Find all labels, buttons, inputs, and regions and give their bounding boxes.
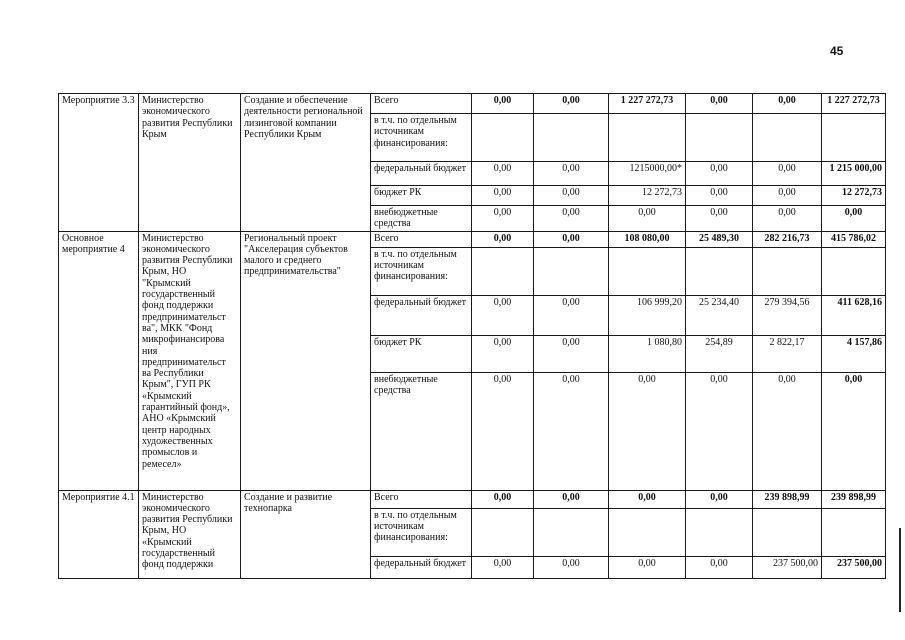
source-label: Всего [371, 231, 472, 247]
source-label: в т.ч. по отдельным источникам финансирования: [371, 247, 472, 295]
source-label: внебюджетные средства [371, 206, 472, 232]
value-cell: 411 628,16 [822, 295, 886, 335]
value-cell: 0,00 [534, 335, 609, 372]
value-cell: 0,00 [534, 162, 609, 186]
value-cell: 0,00 [822, 372, 886, 490]
value-cell: 1215000,00* [609, 162, 686, 186]
value-cell: 0,00 [753, 94, 822, 114]
value-cell: 254,89 [686, 335, 753, 372]
value-cell: 0,00 [822, 206, 886, 232]
value-cell: 282 216,73 [753, 231, 822, 247]
source-label: в т.ч. по отдельным источникам финансирования: [371, 508, 472, 556]
value-cell: 237 500,00 [822, 556, 886, 578]
value-cell: 0,00 [753, 162, 822, 186]
table-row [59, 231, 886, 247]
table-row [59, 94, 886, 114]
value-cell: 0,00 [686, 162, 753, 186]
event-name-cell: Региональный проект "Акселерация субъектов малого и среднего предпринимательства" [241, 231, 371, 490]
executor-cell: Министерство экономического развития Республики Крым [139, 94, 241, 232]
value-cell: 0,00 [686, 372, 753, 490]
scan-edge-mark [899, 528, 901, 612]
value-cell: 0,00 [609, 556, 686, 578]
value-cell: 108 080,00 [609, 231, 686, 247]
value-cell: 0,00 [534, 94, 609, 114]
executor-cell: Министерство экономического развития Республики Крым, НО "Крымский государственный фонд поддержки предпринимательст ва", МКК "Фонд микрофинансирова ния предпринимательст ва Республики Крым", ГУП РК «Крымский гарантийный фонд», АНО «Крымский центр народных художественных промыслов и ремесел» [139, 231, 241, 490]
value-cell: 279 394,56 [753, 295, 822, 335]
value-cell: 0,00 [686, 186, 753, 206]
value-cell: 12 272,73 [609, 186, 686, 206]
value-cell: 0,00 [686, 94, 753, 114]
value-cell: 0,00 [753, 372, 822, 490]
source-label: Всего [371, 94, 472, 114]
value-cell: 0,00 [753, 206, 822, 232]
value-cell: 1 080,80 [609, 335, 686, 372]
event-name-cell: Создание и обеспечение деятельности региональной лизинговой компании Республики Крым [241, 94, 371, 232]
value-cell: 2 822,17 [753, 335, 822, 372]
source-label: Всего [371, 490, 472, 508]
source-label: бюджет РК [371, 335, 472, 372]
value-cell: 0,00 [534, 372, 609, 490]
value-cell: 1 215 000,00 [822, 162, 886, 186]
value-cell: 0,00 [686, 490, 753, 508]
value-cell: 1 227 272,73 [609, 94, 686, 114]
value-cell: 239 898,99 [753, 490, 822, 508]
page-number: 45 [830, 44, 844, 58]
value-cell: 0,00 [534, 206, 609, 232]
event-cell: Мероприятие 3.3 [59, 94, 139, 232]
value-cell: 1 227 272,73 [822, 94, 886, 114]
table-row [59, 490, 886, 508]
source-label: федеральный бюджет [371, 295, 472, 335]
value-cell: 0,00 [534, 231, 609, 247]
value-cell: 0,00 [472, 490, 534, 508]
event-name-cell: Создание и развитие технопарка [241, 490, 371, 578]
value-cell: 0,00 [609, 372, 686, 490]
value-cell: 239 898,99 [822, 490, 886, 508]
value-cell: 237 500,00 [753, 556, 822, 578]
value-cell: 0,00 [472, 335, 534, 372]
value-cell: 106 999,20 [609, 295, 686, 335]
source-label: в т.ч. по отдельным источникам финансирования: [371, 114, 472, 162]
value-cell: 0,00 [753, 186, 822, 206]
source-label: бюджет РК [371, 186, 472, 206]
value-cell: 0,00 [472, 556, 534, 578]
value-cell: 0,00 [534, 186, 609, 206]
value-cell: 0,00 [534, 556, 609, 578]
value-cell: 12 272,73 [822, 186, 886, 206]
value-cell: 4 157,86 [822, 335, 886, 372]
value-cell: 0,00 [534, 490, 609, 508]
value-cell: 25 234,40 [686, 295, 753, 335]
value-cell: 0,00 [534, 295, 609, 335]
value-cell: 25 489,30 [686, 231, 753, 247]
value-cell: 0,00 [472, 94, 534, 114]
source-label: федеральный бюджет [371, 556, 472, 578]
event-cell: Мероприятие 4.1 [59, 490, 139, 578]
value-cell: 0,00 [472, 206, 534, 232]
source-label: внебюджетные средства [371, 372, 472, 490]
value-cell: 0,00 [609, 206, 686, 232]
value-cell: 0,00 [686, 556, 753, 578]
source-label: федеральный бюджет [371, 162, 472, 186]
value-cell: 0,00 [472, 162, 534, 186]
value-cell: 0,00 [472, 186, 534, 206]
value-cell: 0,00 [472, 372, 534, 490]
value-cell: 0,00 [472, 295, 534, 335]
value-cell: 0,00 [472, 231, 534, 247]
executor-cell: Министерство экономического развития Республики Крым, НО «Крымский государственный фонд поддержки [139, 490, 241, 578]
value-cell: 415 786,02 [822, 231, 886, 247]
value-cell: 0,00 [609, 490, 686, 508]
value-cell: 0,00 [686, 206, 753, 232]
event-cell: Основное мероприятие 4 [59, 231, 139, 490]
budget-table [58, 93, 886, 579]
